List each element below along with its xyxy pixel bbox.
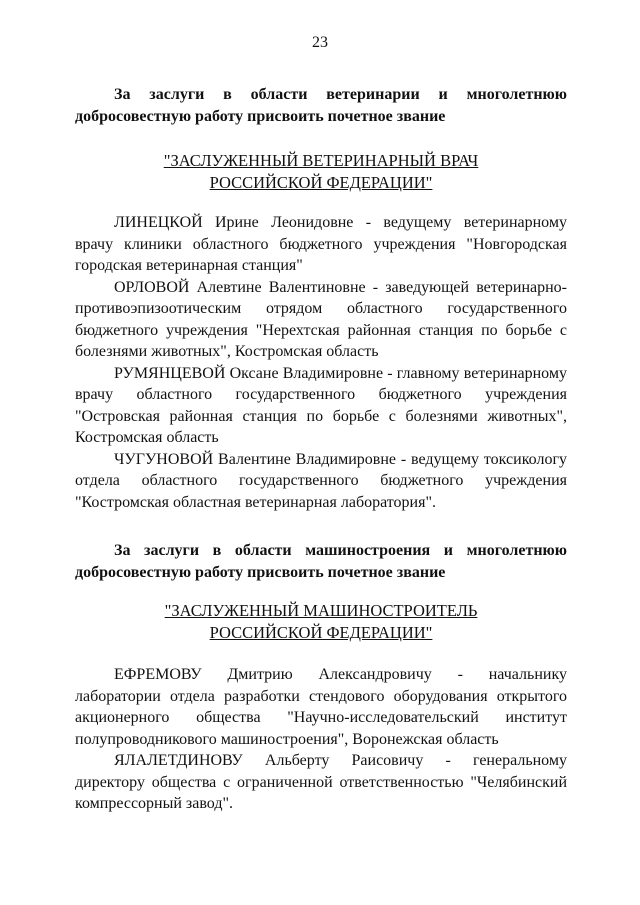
award-entry: ЛИНЕЦКОЙ Ирине Леонидовне - ведущему ветеринарному врачу клиники областного бюджетного учреждения "Новгородская городская ветеринарная станция" [75,214,567,274]
page-number: 23 [312,34,328,51]
entries-machinery [75,664,567,815]
section-heading-veterinary: За заслуги в области ветеринарии и многолетнюю добросовестную работу присвоить почетное звание [75,86,567,125]
award-entry: ЯЛАЛЕТДИНОВУ Альберту Раисовичу - генеральному директору общества с ограниченной ответственностью "Челябинский компрессорный завод". [75,752,567,812]
section-heading-machinery: За заслуги в области машиностроения и многолетнюю добросовестную работу присвоить почетное звание [75,542,567,581]
entries-veterinary [75,212,567,513]
title-line: РОССИЙСКОЙ ФЕДЕРАЦИИ" [209,173,433,192]
award-entry: ЕФРЕМОВУ Дмитрию Александровичу - начальнику лаборатории отдела разработки стендового оборудования открытого акционерного общества "Научно-исследовательский институт полупроводникового машиностроения", Воронежская область [75,666,567,748]
title-machinery [75,600,567,644]
title-veterinary [75,150,567,194]
award-entry: РУМЯНЦЕВОЙ Оксане Владимировне - главному ветеринарному врачу областного государственного бюджетного учреждения "Островская районная станция по борьбе с болезнями животных", Костромская область [75,364,567,446]
title-line: РОССИЙСКОЙ ФЕДЕРАЦИИ" [209,623,433,642]
title-line: "ЗАСЛУЖЕННЫЙ ВЕТЕРИНАРНЫЙ ВРАЧ [163,151,479,170]
award-entry: ЧУГУНОВОЙ Валентине Владимировне - ведущему токсикологу отдела областного государственного бюджетного учреждения "Костромская областная ветеринарная лаборатория". [75,450,567,511]
award-entry: ОРЛОВОЙ Алевтине Валентиновне - заведующей ветеринарно-противоэпизоотическим отрядом областного государственного бюджетного учреждения "Нерехтская районная станция по борьбе с болезнями животных", Костромская область [75,278,567,360]
title-line: "ЗАСЛУЖЕННЫЙ МАШИНОСТРОИТЕЛЬ [164,601,478,620]
